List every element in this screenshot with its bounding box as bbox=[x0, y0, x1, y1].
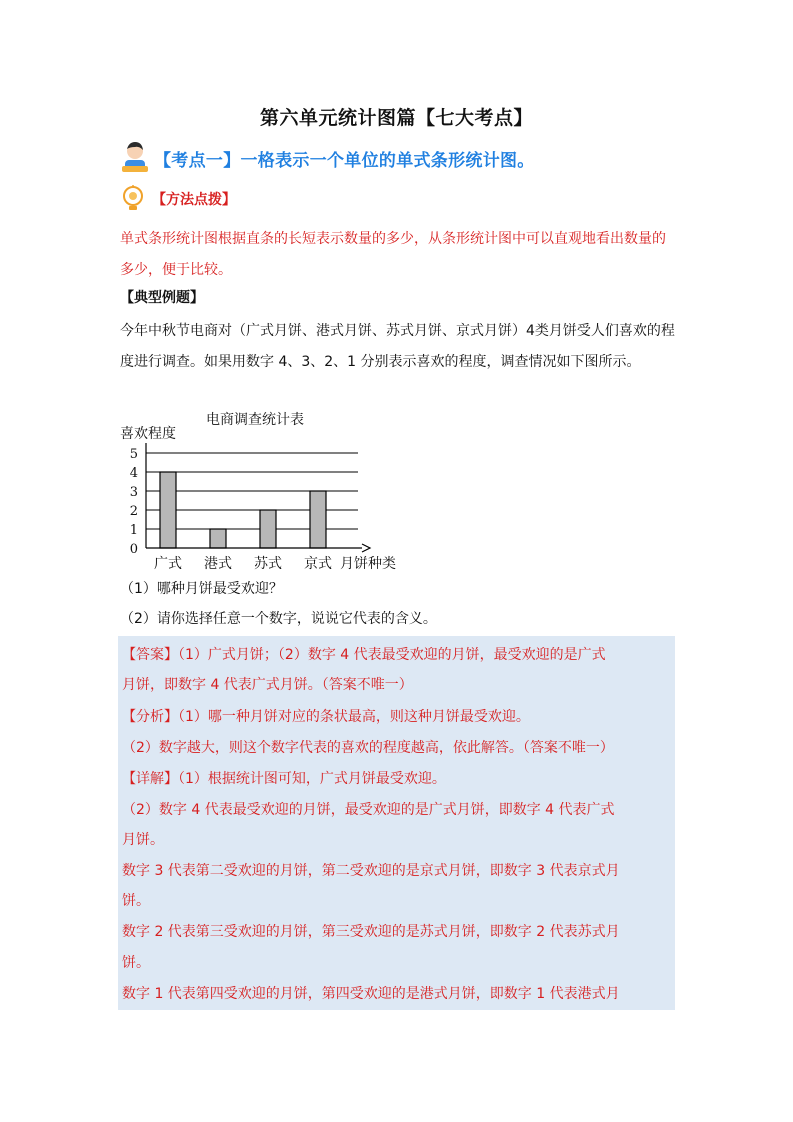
x-tick-label: 港式 bbox=[204, 556, 232, 572]
detail-line: 饼。 bbox=[122, 955, 150, 971]
bar bbox=[210, 529, 226, 548]
detail-line: 数字 3 代表第二受欢迎的月饼，第二受欢迎的是京式月饼，即数字 3 代表京式月 bbox=[122, 863, 620, 879]
y-tick-label: 1 bbox=[129, 523, 138, 538]
bar bbox=[310, 491, 326, 548]
bar bbox=[260, 510, 276, 548]
y-tick-label: 4 bbox=[129, 466, 138, 481]
y-tick-label: 0 bbox=[129, 542, 138, 557]
detail-line: 【详解】（1）根据统计图可知，广式月饼最受欢迎。 bbox=[122, 771, 446, 787]
detail-line: 数字 1 代表第四受欢迎的月饼，第四受欢迎的是港式月饼，即数字 1 代表港式月 bbox=[122, 986, 620, 1002]
detail-line: 饼。 bbox=[122, 893, 150, 909]
x-axis-arrow bbox=[362, 544, 370, 552]
detail-line: （2）数字 4 代表最受欢迎的月饼，最受欢迎的是广式月饼，即数字 4 代表广式 bbox=[122, 802, 615, 818]
y-tick-label: 5 bbox=[129, 447, 138, 462]
page-title: 第六单元统计图篇【七大考点】 bbox=[259, 107, 533, 129]
analysis-line: 【分析】（1）哪一种月饼对应的条状最高，则这种月饼最受欢迎。 bbox=[122, 709, 530, 725]
answer-line: 【答案】（1）广式月饼；（2）数字 4 代表最受欢迎的月饼，最受欢迎的是广式 bbox=[122, 647, 606, 663]
chart-xlabel: 月饼种类 bbox=[340, 556, 396, 572]
kaodian-heading bbox=[120, 138, 535, 178]
lightbulb-icon bbox=[120, 185, 146, 213]
x-tick-label: 京式 bbox=[304, 556, 332, 572]
method-title: 【方法点拨】 bbox=[152, 192, 236, 208]
x-tick-label: 苏式 bbox=[254, 556, 282, 572]
y-tick-label: 3 bbox=[129, 485, 138, 500]
answer-line: 月饼，即数字 4 代表广式月饼。（答案不唯一） bbox=[122, 677, 413, 693]
analysis-line: （2）数字越大，则这个数字代表的喜欢的程度越高，依此解答。（答案不唯一） bbox=[122, 740, 614, 756]
chart-ylabel: 喜欢程度 bbox=[120, 426, 176, 442]
method-explanation: 单式条形统计图根据直条的长短表示数量的多少，从条形统计图中可以直观地看出数量的多少，便于比较。 bbox=[120, 231, 666, 278]
x-tick-label: 广式 bbox=[154, 556, 182, 572]
detail-line: 数字 2 代表第三受欢迎的月饼，第三受欢迎的是苏式月饼，即数字 2 代表苏式月 bbox=[122, 924, 620, 940]
example-title: 【典型例题】 bbox=[120, 290, 204, 306]
question-2: （2）请你选择任意一个数字，说说它代表的含义。 bbox=[120, 611, 437, 627]
y-tick-label: 2 bbox=[129, 504, 138, 519]
student-avatar-icon bbox=[120, 140, 150, 176]
question-1: （1）哪种月饼最受欢迎？ bbox=[120, 581, 283, 597]
bar bbox=[160, 472, 176, 548]
chart-title: 电商调查统计表 bbox=[206, 412, 304, 428]
bar-chart bbox=[118, 408, 418, 576]
example-text: 今年中秋节电商对（广式月饼、港式月饼、苏式月饼、京式月饼）4类月饼受人们喜欢的程度进行调查。如果用数字 4、3、2、1 分别表示喜欢的程度，调查情况如下图所示。 bbox=[120, 323, 675, 370]
method-heading bbox=[120, 184, 236, 214]
kaodian-text: 【考点一】一格表示一个单位的单式条形统计图。 bbox=[154, 150, 535, 171]
detail-line: 月饼。 bbox=[122, 832, 164, 848]
